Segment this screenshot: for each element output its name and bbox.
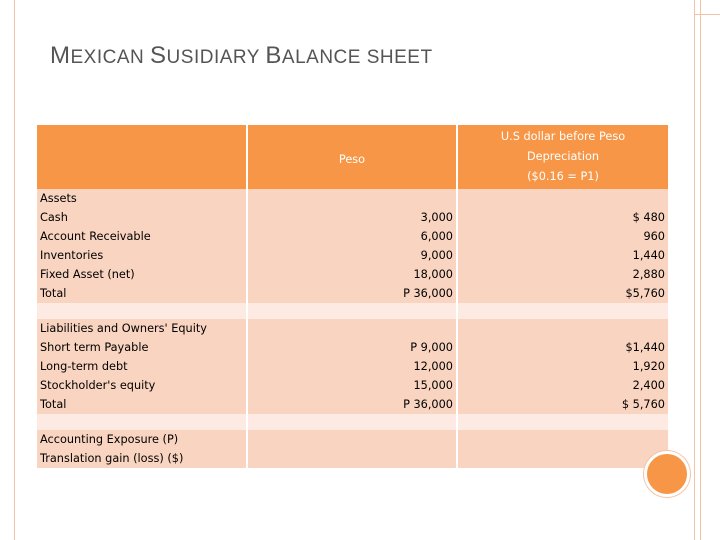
assets-heading: Assets <box>40 192 77 205</box>
assets-peso-values <box>247 189 457 303</box>
stockholders-equity-peso: 15,000 <box>413 379 453 392</box>
row-label-inventories: Inventories <box>40 249 104 262</box>
row-label-accounting-exposure: Accounting Exposure (P) <box>40 433 179 446</box>
header-peso: Peso <box>247 125 457 189</box>
row-label-liabilities-total: Total <box>40 398 67 411</box>
exposure-labels <box>37 430 247 468</box>
frame-corner-line <box>694 14 720 15</box>
liabilities-total-peso: P 36,000 <box>403 398 453 411</box>
row-label-assets-total: Total <box>40 287 67 300</box>
stockholders-equity-usd: 2,400 <box>632 379 665 392</box>
exposure-usd-values <box>457 430 668 468</box>
receivable-usd: 960 <box>643 230 665 243</box>
frame-right-line-outer <box>700 0 701 540</box>
inventories-usd: 1,440 <box>632 249 665 262</box>
decorative-circle-icon <box>644 451 690 497</box>
short-term-payable-peso: P 9,000 <box>410 341 453 354</box>
cash-usd: $ 480 <box>632 211 665 224</box>
fixed-asset-peso: 18,000 <box>413 268 453 281</box>
liabilities-heading: Liabilities and Owners' Equity <box>40 322 207 335</box>
spacer-row <box>37 414 668 430</box>
long-term-debt-peso: 12,000 <box>413 360 453 373</box>
row-label-long-term-debt: Long-term debt <box>40 360 128 373</box>
slide-title: MEXICAN SUSIDIARY BALANCE SHEET <box>50 42 433 69</box>
table-header-row <box>37 125 668 189</box>
exposure-block <box>37 430 668 468</box>
liabilities-peso-values <box>247 319 457 414</box>
assets-block <box>37 189 668 303</box>
assets-usd-values <box>457 189 668 303</box>
liabilities-block <box>37 319 668 414</box>
cash-peso: 3,000 <box>420 211 453 224</box>
liabilities-usd-values <box>457 319 668 414</box>
row-label-translation-gain: Translation gain (loss) ($) <box>40 452 184 465</box>
row-label-fixed-asset: Fixed Asset (net) <box>40 268 135 281</box>
long-term-debt-usd: 1,920 <box>632 360 665 373</box>
spacer-row <box>37 303 668 319</box>
inventories-peso: 9,000 <box>420 249 453 262</box>
receivable-peso: 6,000 <box>420 230 453 243</box>
frame-right-line <box>694 0 695 540</box>
exposure-peso-values <box>247 430 457 468</box>
liabilities-labels <box>37 319 247 414</box>
assets-total-peso: P 36,000 <box>403 287 453 300</box>
balance-sheet-table <box>37 125 668 468</box>
frame-left-line <box>14 0 15 540</box>
fixed-asset-usd: 2,880 <box>632 268 665 281</box>
liabilities-total-usd: $ 5,760 <box>621 398 665 411</box>
row-label-receivable: Account Receivable <box>40 230 151 243</box>
assets-total-usd: $5,760 <box>625 287 665 300</box>
assets-labels <box>37 189 247 303</box>
header-blank <box>37 125 247 189</box>
row-label-stockholders-equity: Stockholder's equity <box>40 379 156 392</box>
row-label-cash: Cash <box>40 211 68 224</box>
short-term-payable-usd: $1,440 <box>625 341 665 354</box>
row-label-short-term-payable: Short term Payable <box>40 341 149 354</box>
header-usd: U.S dollar before Peso Depreciation ($0.16 = P1) <box>457 125 668 189</box>
